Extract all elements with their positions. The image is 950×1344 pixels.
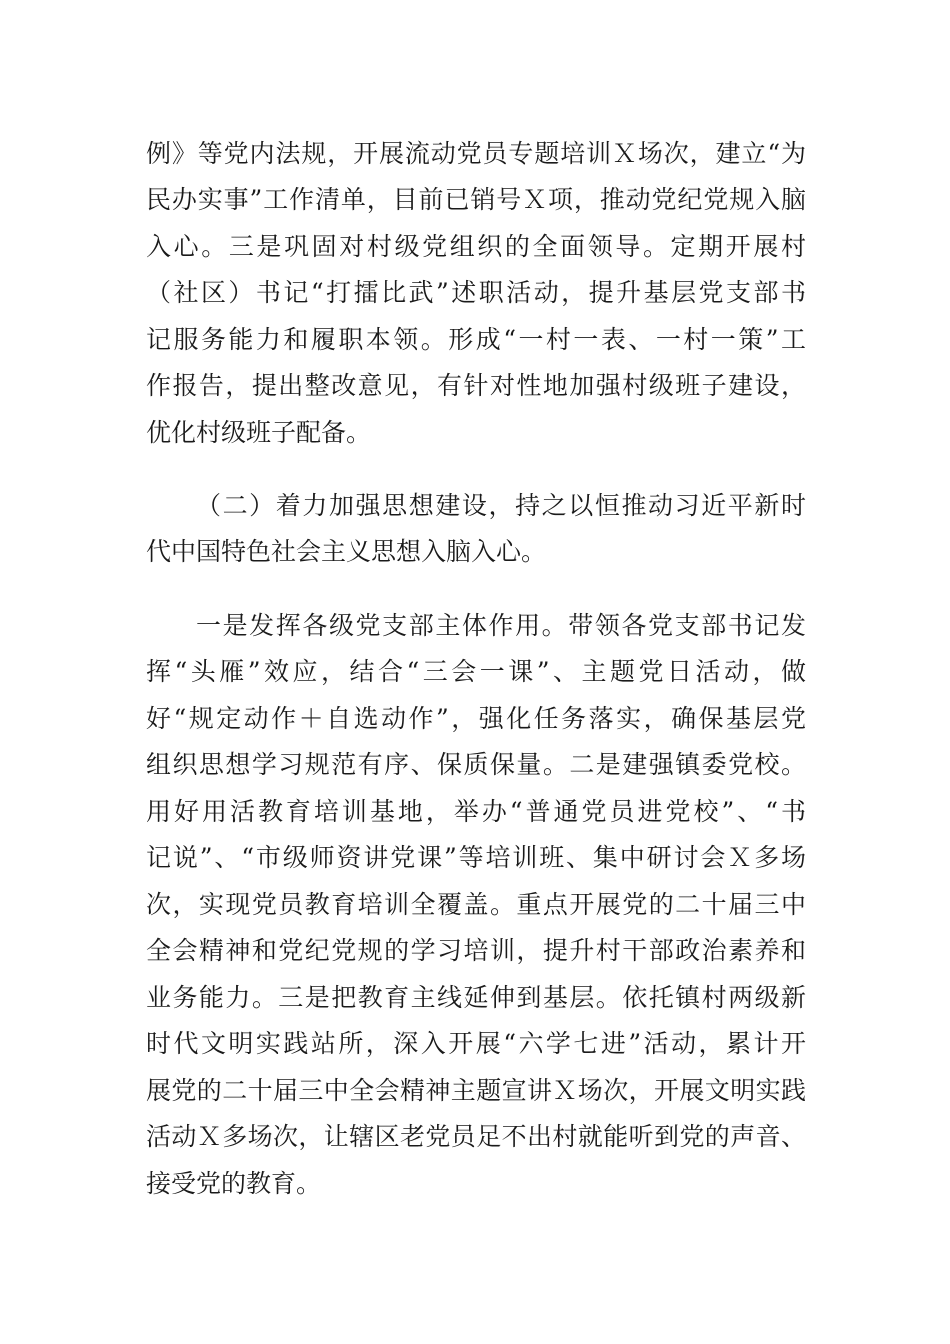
paragraph-3-line-13: 接受党的教育。 (146, 1169, 322, 1198)
paragraph-1-line-4: （社区）书记“打擂比武”述职活动，提升基层党支部书 (146, 278, 806, 307)
paragraph-1-line-7: 优化村级班子配备。 (146, 418, 372, 447)
paragraph-1-line-6: 作报告，提出整改意见，有针对性地加强村级班子建设， (146, 371, 806, 400)
paragraph-3-line-2: 挥“头雁”效应，结合“三会一课”、主题党日活动，做 (146, 657, 806, 686)
paragraph-3-line-6: 记说”、“市级师资讲党课”等培训班、集中研讨会Ｘ多场 (146, 843, 806, 872)
paragraph-3-line-1: 一是发挥各级党支部主体作用。带领各党支部书记发 (196, 611, 806, 640)
paragraph-1-line-2: 民办实事”工作清单，目前已销号Ｘ项，推动党纪党规入脑 (146, 185, 806, 214)
paragraph-3-line-3: 好“规定动作＋自选动作”，强化任务落实，确保基层党 (146, 704, 806, 733)
paragraph-3-line-4: 组织思想学习规范有序、保质保量。二是建强镇委党校。 (146, 750, 806, 779)
section-heading-line-1: （二）着力加强思想建设，持之以恒推动习近平新时 (196, 491, 806, 520)
paragraph-3-line-7: 次，实现党员教育培训全覆盖。重点开展党的二十届三中 (146, 890, 806, 919)
paragraph-3-line-12: 活动Ｘ多场次，让辖区老党员足不出村就能听到党的声音、 (146, 1122, 806, 1151)
paragraph-3-line-9: 业务能力。三是把教育主线延伸到基层。依托镇村两级新 (146, 983, 806, 1012)
paragraph-3-line-11: 展党的二十届三中全会精神主题宣讲Ｘ场次，开展文明实践 (146, 1076, 806, 1105)
paragraph-3-line-10: 时代文明实践站所，深入开展“六学七进”活动，累计开 (146, 1029, 806, 1058)
paragraph-1-line-1: 例》等党内法规，开展流动党员专题培训Ｘ场次，建立“为 (146, 139, 806, 168)
section-heading-line-2: 代中国特色社会主义思想入脑入心。 (146, 537, 547, 566)
paragraph-1-line-3: 入心。三是巩固对村级党组织的全面领导。定期开展村 (146, 232, 806, 261)
paragraph-1-line-5: 记服务能力和履职本领。形成“一村一表、一村一策”工 (146, 325, 806, 354)
paragraph-3-line-5: 用好用活教育培训基地，举办“普通党员进党校”、“书 (146, 797, 806, 826)
paragraph-3-line-8: 全会精神和党纪党规的学习培训，提升村干部政治素养和 (146, 936, 806, 965)
